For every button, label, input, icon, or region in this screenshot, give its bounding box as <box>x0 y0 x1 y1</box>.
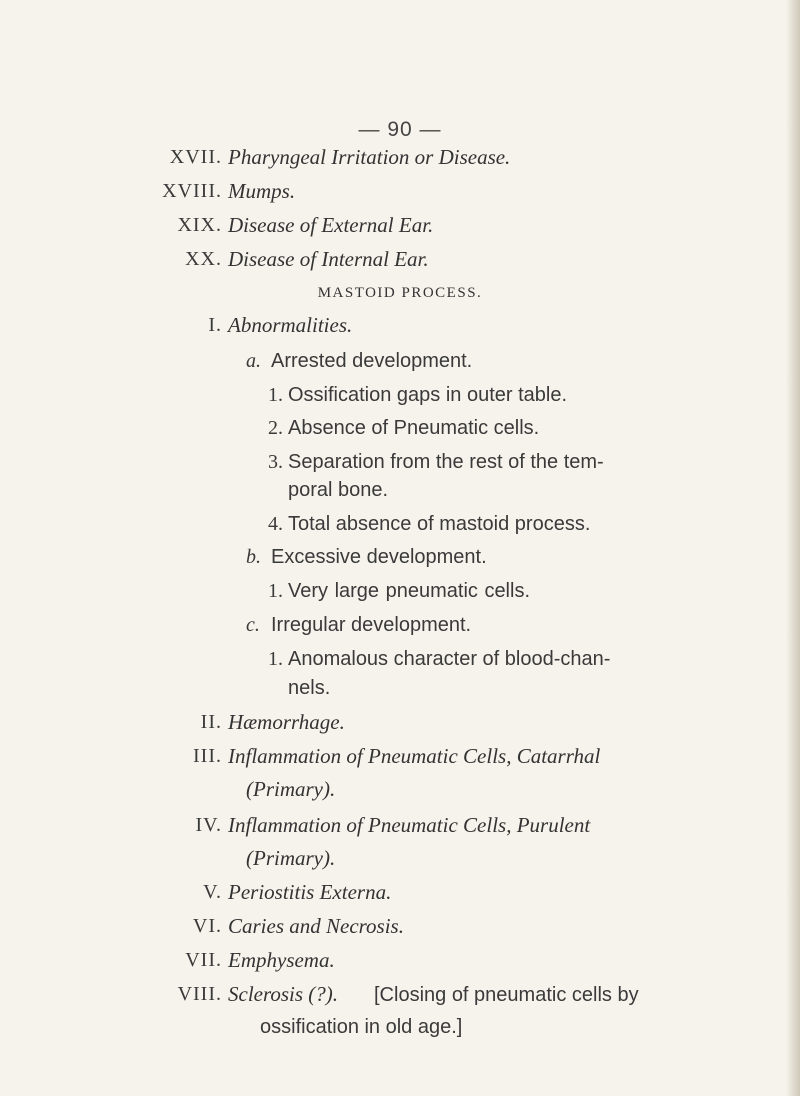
list-item-text: Periostitis Externa. <box>228 880 392 904</box>
list-item-text-continued: (Primary). <box>246 777 336 801</box>
list-number: VI. <box>192 915 222 937</box>
list-number: VIII. <box>177 983 222 1005</box>
sub-label: b. <box>246 546 261 568</box>
section-heading: MASTOID PROCESS. <box>317 285 483 301</box>
section-title: Abnormalities. <box>228 313 353 337</box>
page-edge-shadow <box>786 0 800 1096</box>
item-text: Absence of Pneumatic cells. <box>288 417 540 439</box>
list-item-text: Mumps. <box>228 179 296 203</box>
list-item-text: Inflammation of Pneumatic Cells, Purulent <box>228 813 591 837</box>
item-text: Very large pneumatic cells. <box>288 580 531 602</box>
item-text: Total absence of mastoid process. <box>288 513 591 535</box>
list-item-text-continued: ossification in old age.] <box>260 1016 463 1038</box>
item-number: 3. <box>268 451 283 473</box>
page-number: — 90 — <box>358 118 442 141</box>
item-number: 4. <box>268 513 283 535</box>
sub-text: Irregular development. <box>271 614 472 636</box>
list-number: IV. <box>195 814 222 836</box>
list-item-text: Hæmorrhage. <box>228 710 345 734</box>
list-number: XVIII. <box>162 180 222 202</box>
item-number: 1. <box>268 648 283 670</box>
sub-text: Arrested development. <box>271 350 473 372</box>
item-text-continued: poral bone. <box>288 479 389 501</box>
list-item-text: Caries and Necrosis. <box>228 914 404 938</box>
list-number: XIX. <box>177 214 222 236</box>
item-text: Anomalous character of blood-chan- <box>288 648 611 670</box>
list-item-text: Pharyngeal Irritation or Disease. <box>228 145 511 169</box>
list-item-text: Disease of External Ear. <box>228 213 434 237</box>
item-number: 1. <box>268 580 283 602</box>
sub-label: c. <box>246 614 260 636</box>
list-item-text-continued: (Primary). <box>246 846 336 870</box>
item-text-continued: nels. <box>288 677 331 699</box>
item-text: Ossification gaps in outer table. <box>288 384 568 406</box>
sub-label: a. <box>246 350 261 372</box>
item-number: 1. <box>268 384 283 406</box>
list-number: II. <box>200 711 222 733</box>
list-item-text: Sclerosis (?). <box>228 982 339 1006</box>
list-number: V. <box>203 881 222 903</box>
list-item-text: Emphysema. <box>228 948 335 972</box>
sub-text: Excessive development. <box>271 546 487 568</box>
list-number: XX. <box>185 248 222 270</box>
list-item-note: [Closing of pneumatic cells by <box>374 984 639 1006</box>
list-item-text: Inflammation of Pneumatic Cells, Catarrhal <box>228 744 601 768</box>
list-item-text: Disease of Internal Ear. <box>228 247 429 271</box>
list-number: I. <box>208 314 222 336</box>
list-number: VII. <box>185 949 222 971</box>
item-number: 2. <box>268 417 283 439</box>
list-number: III. <box>193 745 222 767</box>
item-text: Separation from the rest of the tem- <box>288 451 604 473</box>
list-number: XVII. <box>169 146 222 168</box>
